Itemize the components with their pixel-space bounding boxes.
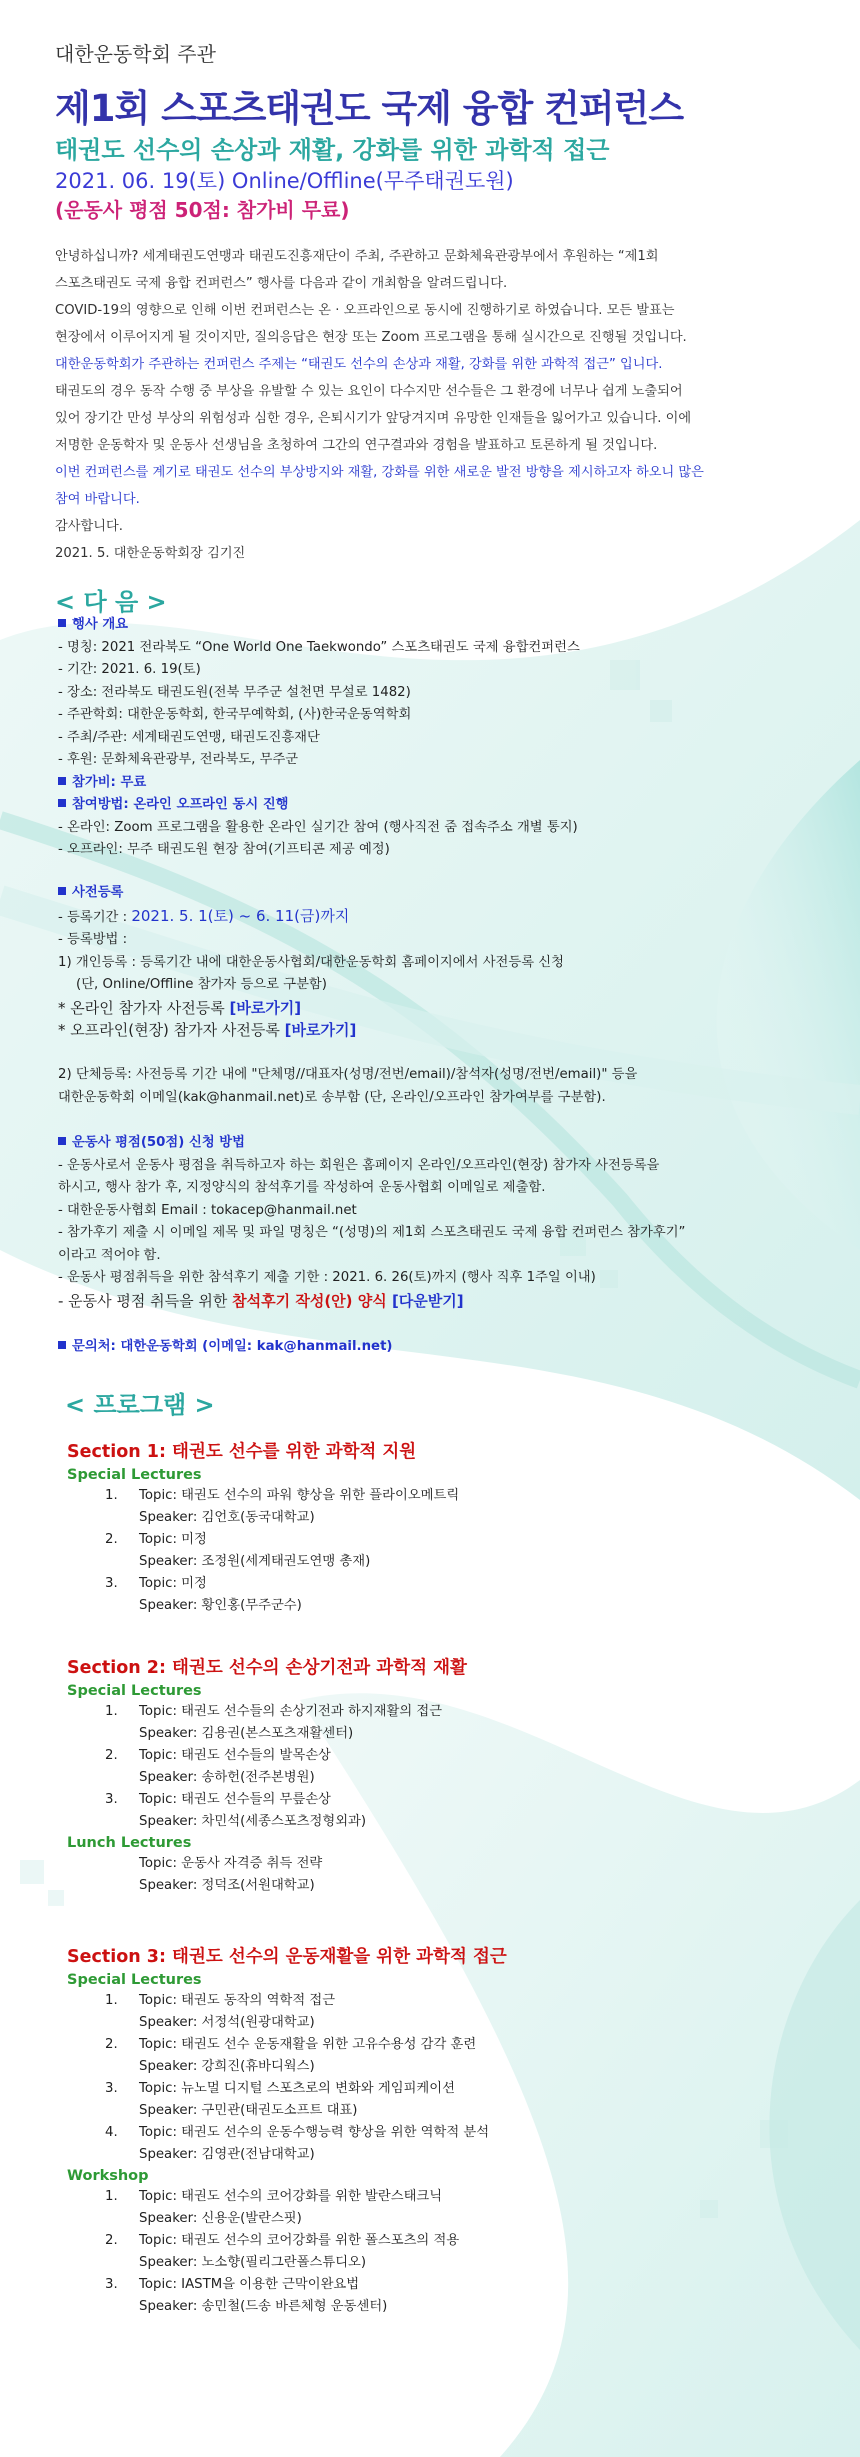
lecture-topic: Topic: 태권도 선수들의 발목손상 <box>139 1748 331 1763</box>
intro-line: 안녕하십니까? 세계태권도연맹과 태권도진흥재단이 주최, 주관하고 문화체육관광부에서 후원하는 “제1회 <box>55 249 659 264</box>
credit-points: (운동사 평점 50점: 참가비 무료) <box>55 198 350 222</box>
section-title: Section 2: 태권도 선수의 손상기전과 과학적 재활 <box>67 1658 467 1678</box>
intro-line: 있어 장기간 만성 부상의 위험성과 심한 경우, 은퇴시기가 앞당겨지며 유망한 인재들을 잃어가고 있습니다. 이에 <box>55 411 692 426</box>
lecture-group-title: Lunch Lectures <box>67 1835 192 1851</box>
lecture-group-title: Special Lectures <box>67 1972 202 1988</box>
lecture-group-title: Workshop <box>67 2168 149 2184</box>
program-heading: < 프로그램 > <box>65 1391 215 1419</box>
lecture-topic: Topic: 운동사 자격증 취득 전략 <box>139 1856 323 1871</box>
intro-line: 저명한 운동학자 및 운동사 선생님을 초청하여 그간의 연구결과와 경험을 발표하고 토론하게 될 것입니다. <box>55 438 658 453</box>
item-number: 3. <box>105 2081 118 2096</box>
intro-line: 참여 바랍니다. <box>55 492 140 507</box>
contact-block <box>58 1336 818 1359</box>
individual-note: (단, Online/Offline 참가자 등으로 구분함) <box>76 977 327 992</box>
square-bullet-icon <box>58 777 66 785</box>
lecture-item <box>67 1573 827 1617</box>
lecture-topic: Topic: 뉴노멀 디지털 스포츠로의 변화와 게임피케이션 <box>139 2081 455 2096</box>
download-link[interactable]: [다운받기] <box>386 1291 464 1310</box>
square-bullet-icon <box>58 887 66 895</box>
item-number: 1. <box>105 1993 118 2008</box>
item-number: 2. <box>105 1532 118 1547</box>
prereg-heading: 사전등록 <box>72 885 124 900</box>
method-heading: 참여방법: 온라인 오프라인 동시 진행 <box>72 797 289 812</box>
event-name: - 명칭: 2021 전라북도 “One World One Taekwondo” 스포츠태권도 국제 융합컨퍼런스 <box>58 639 580 655</box>
lecture-item <box>67 1529 827 1573</box>
credit-line: 이라고 적어야 함. <box>58 1247 161 1263</box>
lecture-speaker: Speaker: 황인홍(무주군수) <box>139 1598 302 1613</box>
intro-signature: 2021. 5. 대한운동학회장 김기진 <box>55 546 246 561</box>
intro-line: 대한운동학회가 주관하는 컨퍼런스 주제는 “태권도 선수의 손상과 재활, 강화를 위한 과학적 접근” 입니다. <box>55 357 663 372</box>
item-number: 3. <box>105 1576 118 1591</box>
lecture-speaker: Speaker: 김용권(본스포츠재활센터) <box>139 1726 354 1741</box>
lecture-topic: Topic: IASTM을 이용한 근막이완요법 <box>139 2277 360 2292</box>
lecture-topic: Topic: 태권도 선수의 코어강화를 위한 발란스태크닉 <box>139 2189 443 2204</box>
fee-heading: 참가비: 무료 <box>72 774 147 790</box>
item-number: 3. <box>105 2277 118 2292</box>
event-organizer: - 주관학회: 대한운동학회, 한국무예학회, (사)한국운동역학회 <box>58 707 412 722</box>
lecture-speaker: Speaker: 서정석(원광대학교) <box>139 2015 315 2030</box>
program-section-3 <box>67 1943 827 2318</box>
lecture-item <box>67 1745 827 1789</box>
host-label: 대한운동학회 주관 <box>55 42 216 66</box>
lecture-topic: Topic: 태권도 선수의 코어강화를 위한 폴스포츠의 적용 <box>139 2233 460 2248</box>
intro-thanks: 감사합니다. <box>55 519 123 534</box>
lecture-topic: Topic: 태권도 선수들의 무릎손상 <box>139 1792 331 1807</box>
lecture-item <box>67 1701 827 1745</box>
credit-deadline: - 운동사 평점취득을 위한 참석후기 제출 기한 : 2021. 6. 26(토)까지 (행사 직후 1주일 이내) <box>58 1270 596 1285</box>
notice-block <box>58 614 818 862</box>
lecture-item <box>67 1990 827 2034</box>
item-number: 1. <box>105 2189 118 2204</box>
lecture-topic: Topic: 미정 <box>139 1532 207 1547</box>
online-reg-link[interactable]: [바로가기] <box>229 998 302 1017</box>
reg-period-value: 2021. 5. 1(토) ~ 6. 11(금)까지 <box>131 906 350 925</box>
reg-method: - 등록방법 : <box>58 932 128 947</box>
square-bullet-icon <box>58 1341 66 1349</box>
individual-registration: 1) 개인등록 : 등록기간 내에 대한운동사협회/대한운동학회 홈페이지에서 사전등록 신청 <box>58 954 564 970</box>
square-bullet-icon <box>58 799 66 807</box>
square-bullet-icon <box>58 619 66 627</box>
lecture-group-title: Special Lectures <box>67 1467 202 1483</box>
intro-line: COVID-19의 영향으로 인해 이번 컨퍼런스는 온 · 오프라인으로 동시에 진행하기로 하였습니다. 모든 발표는 <box>55 303 675 318</box>
credit-line: - 운동사로서 운동사 평점을 취득하고자 하는 회원은 홈페이지 온라인/오프라인(현장) 참가자 사전등록을 <box>58 1157 660 1173</box>
online-method: - 온라인: Zoom 프로그램을 활용한 온라인 실기간 참여 (행사직전 줌 접속주소 개별 통지) <box>58 819 578 835</box>
item-number: 1. <box>105 1704 118 1719</box>
lecture-speaker: Speaker: 노소향(필리그란폴스튜디오) <box>139 2255 367 2270</box>
lecture-speaker: Speaker: 송민철(드송 바른체형 운동센터) <box>139 2299 388 2314</box>
lecture-item <box>67 2230 827 2274</box>
notice-heading: < 다 음 > <box>55 588 167 616</box>
intro-line: 이번 컨퍼런스를 계기로 태권도 선수의 부상방지와 재활, 강화를 위한 새로운 발전 방향을 제시하고자 하오니 많은 <box>55 465 704 480</box>
lecture-item <box>67 2122 827 2166</box>
lecture-speaker: Speaker: 송하헌(전주본병원) <box>139 1770 315 1785</box>
page-title: 제1회 스포츠태권도 국제 융합 컨퍼런스 <box>55 87 684 130</box>
group-registration-2: 대한운동학회 이메일(kak@hanmail.net)로 송부함 (단, 온라인/오프라인 참가여부를 구분함). <box>58 1089 606 1105</box>
intro-line: 현장에서 이루어지게 될 것이지만, 질의응답은 현장 또는 Zoom 프로그램을 통해 실시간으로 진행될 것입니다. <box>55 330 687 345</box>
item-number: 4. <box>105 2125 118 2140</box>
lecture-item <box>67 2078 827 2122</box>
event-host: - 주최/주관: 세계태권도연맹, 태권도진흥재단 <box>58 729 320 745</box>
item-number: 1. <box>105 1488 118 1503</box>
event-place: - 장소: 전라북도 태권도원(전북 무주군 설천면 무설로 1482) <box>58 684 411 700</box>
credit-line: 하시고, 행사 참가 후, 지정양식의 참석후기를 작성하여 운동사협회 이메일로 제출함. <box>58 1180 546 1195</box>
item-number: 2. <box>105 2037 118 2052</box>
credit-form-label: - 운동사 평점 취득을 위한 <box>58 1291 233 1310</box>
lecture-topic: Topic: 태권도 선수의 파워 향상을 위한 플라이오메트릭 <box>139 1488 460 1503</box>
intro-text <box>55 243 805 567</box>
lecture-speaker: Speaker: 차민석(세종스포츠정형외과) <box>139 1814 367 1829</box>
lecture-speaker: Speaker: 조정원(세계태권도연맹 총재) <box>139 1554 371 1569</box>
lecture-item <box>67 2034 827 2078</box>
offline-reg-link[interactable]: [바로가기] <box>284 1021 357 1039</box>
lecture-item <box>67 1789 827 1833</box>
lecture-topic: Topic: 태권도 선수 운동재활을 위한 고유수용성 감각 훈련 <box>139 2037 477 2052</box>
event-sponsor: - 후원: 문화체육관광부, 전라북도, 무주군 <box>58 752 299 767</box>
overview-heading: 행사 개요 <box>72 617 129 632</box>
lecture-item <box>67 2274 827 2318</box>
credit-heading: 운동사 평점(50점) 신청 방법 <box>72 1135 245 1150</box>
item-number: 2. <box>105 1748 118 1763</box>
page-subtitle: 태권도 선수의 손상과 재활, 강화를 위한 과학적 접근 <box>55 136 610 164</box>
credit-email: - 대한운동사협회 Email : tokacep@hanmail.net <box>58 1202 357 1218</box>
lecture-group-title: Special Lectures <box>67 1683 202 1699</box>
item-number: 3. <box>105 1792 118 1807</box>
group-registration: 2) 단체등록: 사전등록 기간 내에 "단체명//대표자(성명/전번/email)/참석자(성명/전번/email)" 등을 <box>58 1067 638 1082</box>
offline-reg-label: * 오프라인(현장) 참가자 사전등록 <box>58 1021 285 1039</box>
lecture-topic: Topic: 태권도 동작의 역학적 접근 <box>139 1993 336 2008</box>
intro-line: 스포츠태권도 국제 융합 컨퍼런스” 행사를 다음과 같이 개최함을 알려드립니다. <box>55 276 508 291</box>
lecture-speaker: Speaker: 김영관(전남대학교) <box>139 2147 315 2162</box>
section-title: Section 3: 태권도 선수의 운동재활을 위한 과학적 접근 <box>67 1947 507 1967</box>
credit-line: - 참가후기 제출 시 이메일 제목 및 파일 명칭은 “(성명)의 제1회 스포츠태권도 국제 융합 컨퍼런스 참가후기” <box>58 1225 686 1240</box>
intro-line: 태권도의 경우 동작 수행 중 부상을 유발할 수 있는 요인이 다수지만 선수들은 그 환경에 너무나 쉽게 노출되어 <box>55 384 683 399</box>
lecture-item <box>67 1853 827 1897</box>
contact-info: 문의처: 대한운동학회 (이메일: kak@hanmail.net) <box>72 1339 393 1354</box>
item-number: 2. <box>105 2233 118 2248</box>
event-date: 2021. 06. 19(토) Online/Offline(무주태권도원) <box>55 169 514 193</box>
event-period: - 기간: 2021. 6. 19(토) <box>58 662 201 677</box>
program-section-1 <box>67 1438 827 1617</box>
square-bullet-icon <box>58 1137 66 1145</box>
section-title: Section 1: 태권도 선수를 위한 과학적 지원 <box>67 1442 417 1462</box>
offline-method: - 오프라인: 무주 태권도원 현장 참여(기프티콘 제공 예정) <box>58 842 390 857</box>
reg-period-label: - 등록기간 : <box>58 909 132 925</box>
program-section-2 <box>67 1654 827 1897</box>
lecture-speaker: Speaker: 구민관(태권도소프트 대표) <box>139 2103 358 2118</box>
lecture-speaker: Speaker: 정덕조(서원대학교) <box>139 1878 315 1893</box>
lecture-item <box>67 1485 827 1529</box>
lecture-speaker: Speaker: 신용운(발란스핏) <box>139 2211 302 2226</box>
credit-form-name: 참석후기 작성(안) 양식 <box>232 1291 387 1310</box>
preregistration-block <box>58 882 818 1109</box>
credit-block <box>58 1132 818 1312</box>
lecture-topic: Topic: 미정 <box>139 1576 207 1591</box>
lecture-speaker: Speaker: 강희진(휴바디웍스) <box>139 2059 315 2074</box>
lecture-item <box>67 2186 827 2230</box>
lecture-topic: Topic: 태권도 선수들의 손상기전과 하지재활의 접근 <box>139 1704 443 1719</box>
online-reg-label: * 온라인 참가자 사전등록 <box>58 998 230 1017</box>
lecture-topic: Topic: 태권도 선수의 운동수행능력 향상을 위한 역학적 분석 <box>139 2125 490 2140</box>
lecture-speaker: Speaker: 김언호(동국대학교) <box>139 1510 315 1525</box>
